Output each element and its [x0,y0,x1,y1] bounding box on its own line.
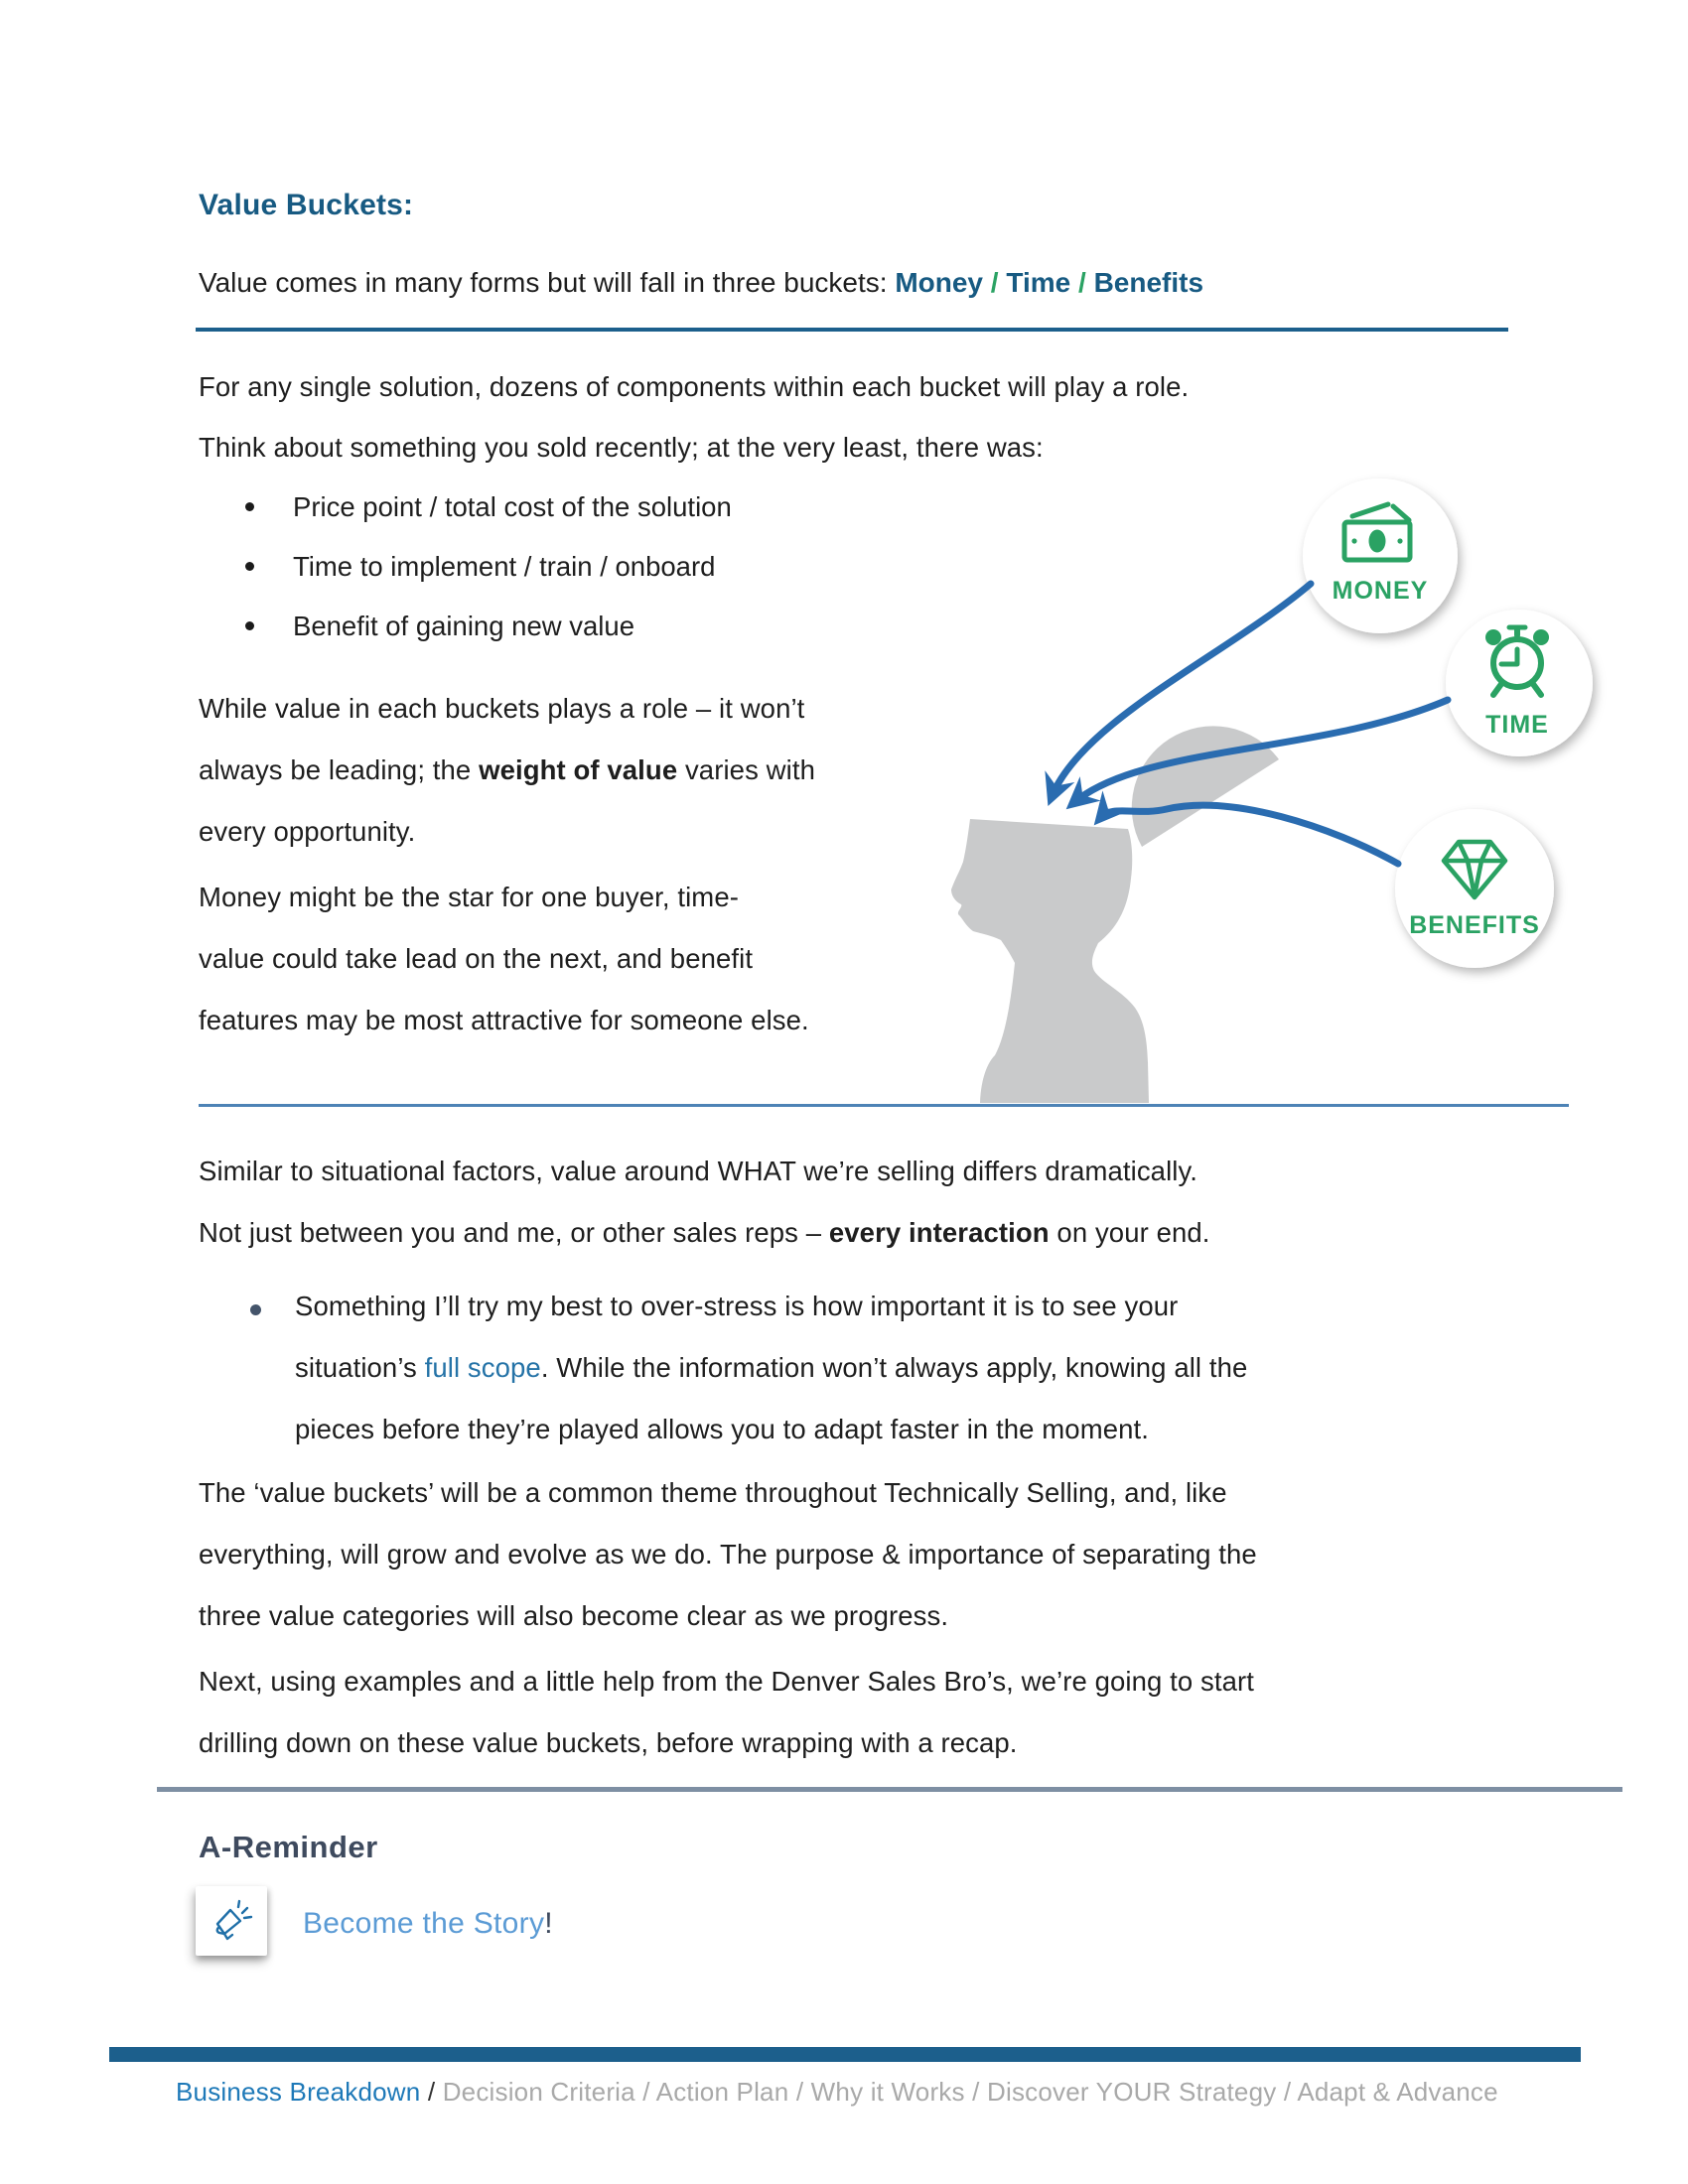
list-item [243,537,732,597]
value-buckets-illustration [933,467,1638,1122]
footer-link-decision-criteria[interactable]: Decision Criteria [442,2077,635,2107]
full-scope-link[interactable]: full scope [424,1352,541,1383]
text-segment: Money [895,267,984,298]
text-segment: / [964,2077,987,2107]
paragraph-similar [199,1141,1210,1264]
benefits-bucket [1395,809,1554,968]
text-segment: every interaction [828,1217,1050,1248]
text-segment: everything, will grow and evolve as we do. The purpose & importance of separating the [199,1539,1257,1570]
section-divider [199,1104,1569,1107]
benefits-label: BENEFITS [1409,911,1540,939]
text-segment: Time [1006,267,1071,298]
text-segment: / [420,2077,443,2107]
footer-link-business-breakdown[interactable]: Business Breakdown [176,2077,421,2107]
text-segment: Think about something you sold recently; at the very least, there was: [199,432,1044,463]
footer-link-action-plan[interactable]: Action Plan [655,2077,789,2107]
reminder-heading: A-Reminder [199,1830,378,1864]
text-segment: / [1276,2077,1298,2107]
text-segment: situation’s [295,1352,425,1383]
become-the-story-link[interactable] [303,1907,553,1941]
become-the-story-text[interactable]: Become the Story [303,1907,545,1940]
page-title: Value Buckets: [199,189,414,221]
text-segment: value could take lead on the next, and benefit [199,943,754,974]
text-segment: ! [544,1907,553,1940]
list-item [243,478,732,537]
text-segment: Not just between you and me, or other sales reps – [199,1217,829,1248]
text-segment: features may be most attractive for someone else. [199,1005,809,1035]
text-segment: Similar to situational factors, value around WHAT we’re selling differs dramatically. [199,1156,1198,1186]
text-segment: / [983,267,1007,298]
heading-divider [196,328,1508,332]
text-segment: always be leading; the [199,754,480,785]
text-segment: / [788,2077,811,2107]
text-segment: Value comes in many forms but will fall in three buckets: [199,267,896,298]
bullet-list-components [243,478,732,656]
money-label: MONEY [1332,577,1429,605]
footer-link-discover-your-strategy[interactable]: Discover YOUR Strategy [987,2077,1277,2107]
text-segment: varies with [677,754,815,785]
paragraph-think-about [199,417,1044,478]
paragraph-theme [199,1462,1257,1647]
text-segment: / [1070,267,1094,298]
time-bucket [1446,610,1593,756]
text-segment: weight of value [479,754,678,785]
text-segment: Benefits [1093,267,1204,298]
text-segment: For any single solution, dozens of components within each bucket will play a role. [199,371,1190,402]
text-segment: While value in each buckets plays a role – it won’t [199,693,805,724]
text-segment: The ‘value buckets’ will be a common theme throughout Technically Selling, and, like [199,1477,1227,1508]
text-segment: every opportunity. [199,816,416,847]
footer-breadcrumb [176,2077,1498,2108]
text-segment: drilling down on these value buckets, before wrapping with a recap. [199,1727,1018,1758]
footer-link-adapt-advance[interactable]: Adapt & Advance [1297,2077,1498,2107]
footer-link-why-it-works[interactable]: Why it Works [810,2077,965,2107]
paragraph-while-value [199,678,815,863]
text-segment: Something I’ll try my best to over-stress is how important it is to see your [295,1291,1179,1321]
list-item-label: Price point / total cost of the solution [293,491,732,522]
megaphone-icon [208,1897,255,1945]
text-segment: / [634,2077,656,2107]
footer-bar [109,2047,1581,2062]
money-bucket [1303,478,1458,633]
text-segment: . While the information won’t always apply, knowing all the [540,1352,1248,1383]
text-segment: Next, using examples and a little help from the Denver Sales Bro’s, we’re going to start [199,1666,1254,1697]
paragraph-full-scope [295,1276,1247,1460]
list-item [243,597,732,656]
list-item-label: Time to implement / train / onboard [293,551,716,582]
paragraph-components [199,356,1189,418]
list-item-label: Benefit of gaining new value [293,611,634,641]
value-buckets-illustration-svg [933,467,1638,1122]
text-segment: Money might be the star for one buyer, time- [199,882,739,912]
bullet-dot [250,1304,261,1315]
paragraph-money-star [199,867,809,1051]
time-label: TIME [1485,711,1549,739]
reminder-divider [157,1787,1622,1792]
reminder-icon-card [196,1886,267,1956]
paragraph-next [199,1651,1254,1774]
text-segment: pieces before they’re played allows you to adapt faster in the moment. [295,1414,1149,1444]
text-segment: on your end. [1049,1217,1210,1248]
lead-paragraph [199,266,1203,300]
text-segment: three value categories will also become clear as we progress. [199,1600,949,1631]
